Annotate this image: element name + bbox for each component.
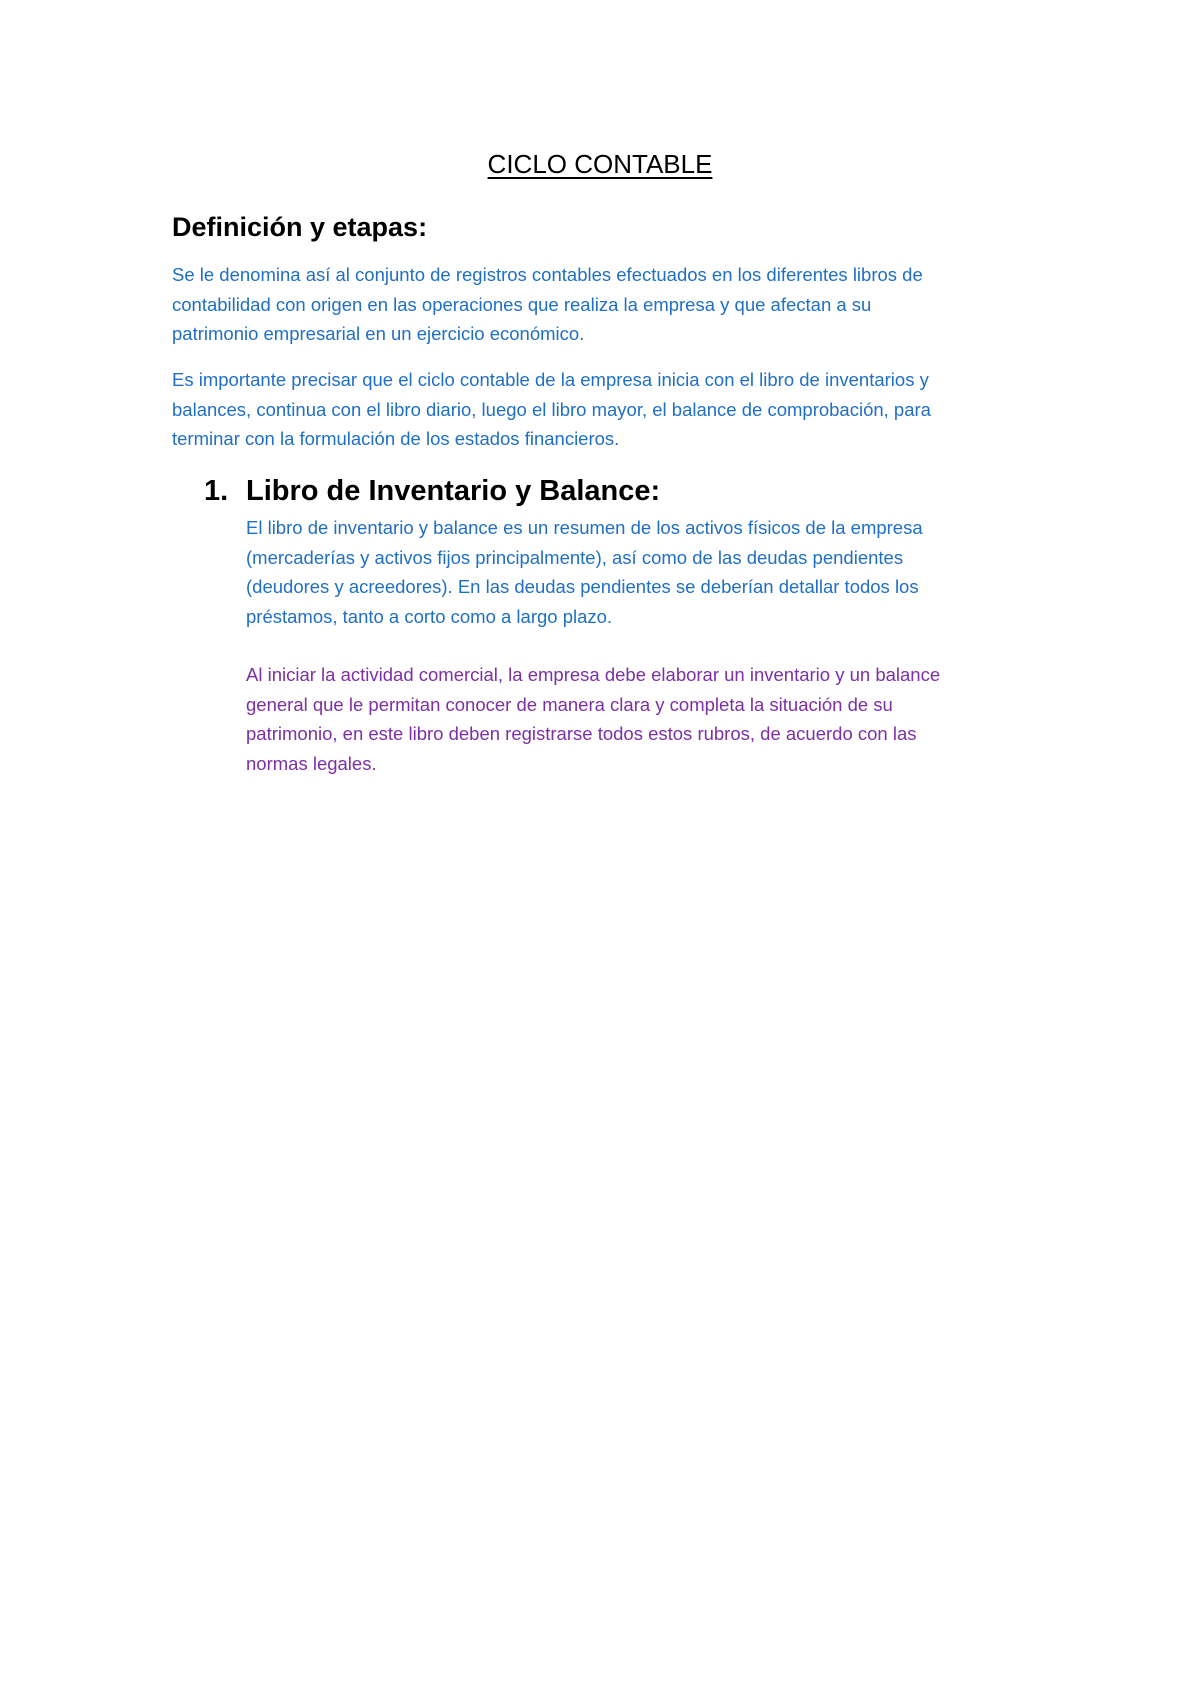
list-item-heading: [204, 473, 660, 509]
list-number: 1.: [204, 475, 229, 507]
intro-paragraph-2: [172, 365, 1022, 454]
text-line: patrimonio, en este libro deben registrarse todos estos rubros, de acuerdo con las: [246, 723, 917, 744]
text-line: El libro de inventario y balance es un resumen de los activos físicos de la empresa: [246, 517, 923, 538]
list-paragraph-1: [246, 513, 1036, 631]
text-line: Es importante precisar que el ciclo contable de la empresa inicia con el libro de inventarios y: [172, 369, 929, 390]
text-line: (deudores y acreedores). En las deudas pendientes se deberían detallar todos los: [246, 576, 919, 597]
text-line: general que le permitan conocer de manera clara y completa la situación de su: [246, 693, 893, 715]
text-line: balances, continua con el libro diario, luego el libro mayor, el balance de comprobación, para: [172, 398, 931, 420]
text-line: terminar con la formulación de los estados financieros.: [172, 428, 620, 449]
page-title: CICLO CONTABLE: [487, 149, 713, 179]
section-heading: Definición y etapas:: [172, 212, 428, 242]
intro-paragraph-1: [172, 260, 1022, 349]
text-line: préstamos, tanto a corto como a largo plazo.: [246, 605, 613, 627]
text-line: (mercaderías y activos fijos principalmente), así como de las deudas pendientes: [246, 546, 904, 568]
list-heading-text: Libro de Inventario y Balance:: [246, 475, 661, 507]
text-line: contabilidad con origen en las operaciones que realiza la empresa y que afectan a su: [172, 293, 872, 315]
text-line: patrimonio empresarial en un ejercicio económico.: [172, 323, 585, 344]
list-paragraph-2: [246, 660, 1036, 778]
text-line: Se le denomina así al conjunto de registros contables efectuados en los diferentes libros de: [172, 264, 923, 285]
text-line: normas legales.: [246, 752, 377, 774]
text-line: Al iniciar la actividad comercial, la empresa debe elaborar un inventario y un balance: [246, 664, 941, 685]
